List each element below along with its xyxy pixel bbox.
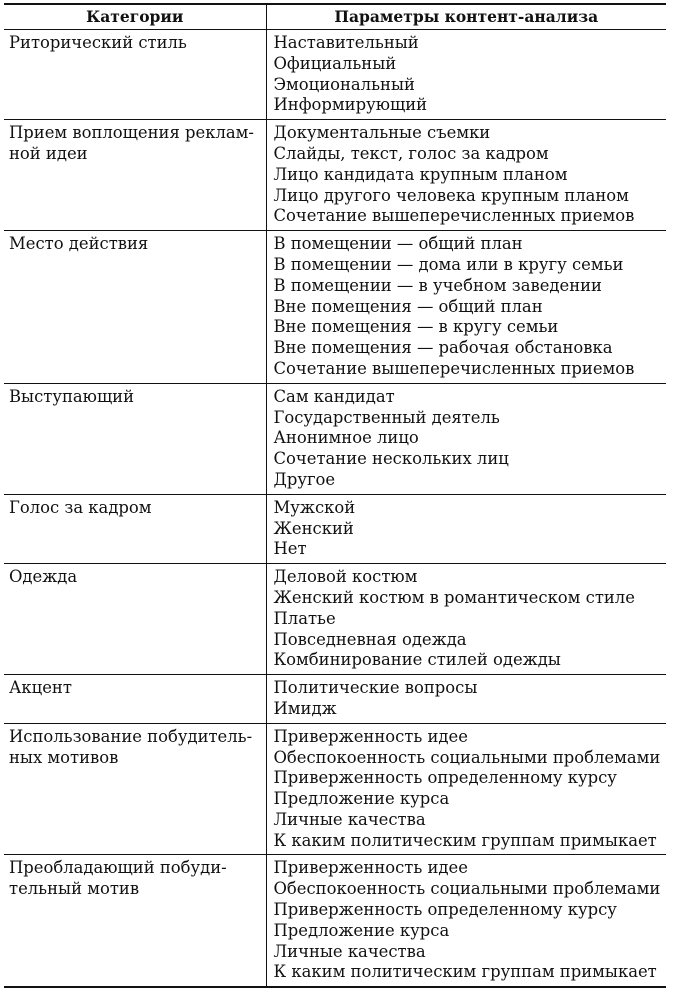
category-text: тельный мотив bbox=[9, 879, 140, 899]
parameters-cell bbox=[266, 675, 666, 724]
category-cell bbox=[4, 855, 266, 987]
category-cell bbox=[4, 30, 266, 120]
parameter-item: Обеспокоенность социальными проблемами bbox=[273, 879, 661, 899]
parameter-item: Нет bbox=[273, 539, 307, 559]
parameter-item: В помещении — общий план bbox=[273, 234, 523, 254]
parameter-item: Личные качества bbox=[273, 941, 426, 961]
parameters-cell bbox=[266, 855, 666, 987]
header-categories: Категории bbox=[4, 4, 266, 30]
parameter-item: Вне помещения — рабочая обстановка bbox=[273, 338, 613, 358]
parameter-item: Документальные съемки bbox=[273, 123, 491, 143]
category-text: ной идеи bbox=[9, 143, 88, 163]
parameter-item: Политические вопросы bbox=[273, 678, 478, 698]
parameter-item: Лицо другого человека крупным планом bbox=[273, 185, 629, 205]
table-row bbox=[4, 494, 666, 563]
category-cell bbox=[4, 383, 266, 494]
table-row bbox=[4, 120, 666, 231]
parameter-item: Другое bbox=[273, 469, 336, 489]
parameters-cell bbox=[266, 564, 666, 675]
parameters-cell bbox=[266, 30, 666, 120]
category-cell bbox=[4, 494, 266, 563]
content-analysis-table bbox=[4, 3, 666, 988]
parameter-item: Государственный деятель bbox=[273, 407, 500, 427]
parameter-item: Деловой костюм bbox=[273, 567, 418, 587]
parameter-item: Информирующий bbox=[273, 95, 428, 115]
parameter-item: Вне помещения — общий план bbox=[273, 296, 543, 316]
parameter-item: Имидж bbox=[273, 698, 337, 718]
parameter-item: Приверженность определенному курсу bbox=[273, 900, 617, 920]
category-cell bbox=[4, 564, 266, 675]
parameters-cell bbox=[266, 494, 666, 563]
table-row bbox=[4, 383, 666, 494]
parameter-item: Лицо кандидата крупным планом bbox=[273, 164, 568, 184]
parameter-item: Предложение курса bbox=[273, 789, 450, 809]
category-cell bbox=[4, 231, 266, 384]
parameter-item: Вне помещения — в кругу семьи bbox=[273, 317, 559, 337]
category-text: Одежда bbox=[9, 567, 78, 587]
parameter-item: Сочетание вышеперечисленных приемов bbox=[273, 358, 635, 378]
parameter-item: Официальный bbox=[273, 53, 397, 73]
category-text: ных мотивов bbox=[9, 747, 119, 767]
parameter-item: Эмоциональный bbox=[273, 74, 415, 94]
parameter-item: Женский bbox=[273, 518, 354, 538]
parameter-item: Приверженность идее bbox=[273, 726, 468, 746]
parameter-item: Предложение курса bbox=[273, 920, 450, 940]
category-text: Преобладающий побуди- bbox=[9, 858, 227, 878]
category-text: Голос за кадром bbox=[9, 497, 152, 517]
category-text: Использование побудитель- bbox=[9, 726, 253, 746]
parameters-cell bbox=[266, 120, 666, 231]
parameters-cell bbox=[266, 723, 666, 855]
parameter-item: Обеспокоенность социальными проблемами bbox=[273, 747, 661, 767]
parameter-item: Анонимное лицо bbox=[273, 428, 419, 448]
table-header-row bbox=[4, 4, 666, 30]
category-cell bbox=[4, 675, 266, 724]
parameter-item: Сочетание нескольких лиц bbox=[273, 449, 509, 469]
parameter-item: Приверженность идее bbox=[273, 858, 468, 878]
parameter-item: Слайды, текст, голос за кадром bbox=[273, 143, 549, 163]
category-text: Прием воплощения реклам- bbox=[9, 123, 254, 143]
parameter-item: Повседневная одежда bbox=[273, 629, 467, 649]
parameter-item: Женский костюм в романтическом стиле bbox=[273, 587, 635, 607]
header-parameters: Параметры контент-анализа bbox=[266, 4, 666, 30]
parameter-item: Сочетание вышеперечисленных приемов bbox=[273, 206, 635, 226]
parameter-item: Мужской bbox=[273, 497, 356, 517]
table-row bbox=[4, 564, 666, 675]
parameters-cell bbox=[266, 231, 666, 384]
table-row bbox=[4, 30, 666, 120]
parameter-item: Приверженность определенному курсу bbox=[273, 768, 617, 788]
table-body bbox=[4, 30, 666, 988]
category-text: Риторический стиль bbox=[9, 33, 187, 52]
table-row bbox=[4, 855, 666, 987]
parameters-cell bbox=[266, 383, 666, 494]
category-text: Выступающий bbox=[9, 386, 135, 406]
parameter-item: Наставительный bbox=[273, 33, 419, 52]
category-cell bbox=[4, 120, 266, 231]
parameter-item: Платье bbox=[273, 608, 336, 628]
table-row bbox=[4, 231, 666, 384]
parameter-item: В помещении — дома или в кругу семьи bbox=[273, 254, 624, 274]
parameter-item: Сам кандидат bbox=[273, 386, 395, 406]
category-text: Акцент bbox=[9, 678, 72, 698]
table-row bbox=[4, 675, 666, 724]
parameter-item: В помещении — в учебном заведении bbox=[273, 275, 602, 295]
parameter-item: Комбинирование стилей одежды bbox=[273, 650, 561, 670]
table-row bbox=[4, 723, 666, 855]
category-text: Место действия bbox=[9, 234, 149, 254]
parameter-item: К каким политическим группам примыкает bbox=[273, 830, 657, 850]
parameter-item: Личные качества bbox=[273, 809, 426, 829]
parameter-item: К каким политическим группам примыкает bbox=[273, 962, 657, 982]
category-cell bbox=[4, 723, 266, 855]
